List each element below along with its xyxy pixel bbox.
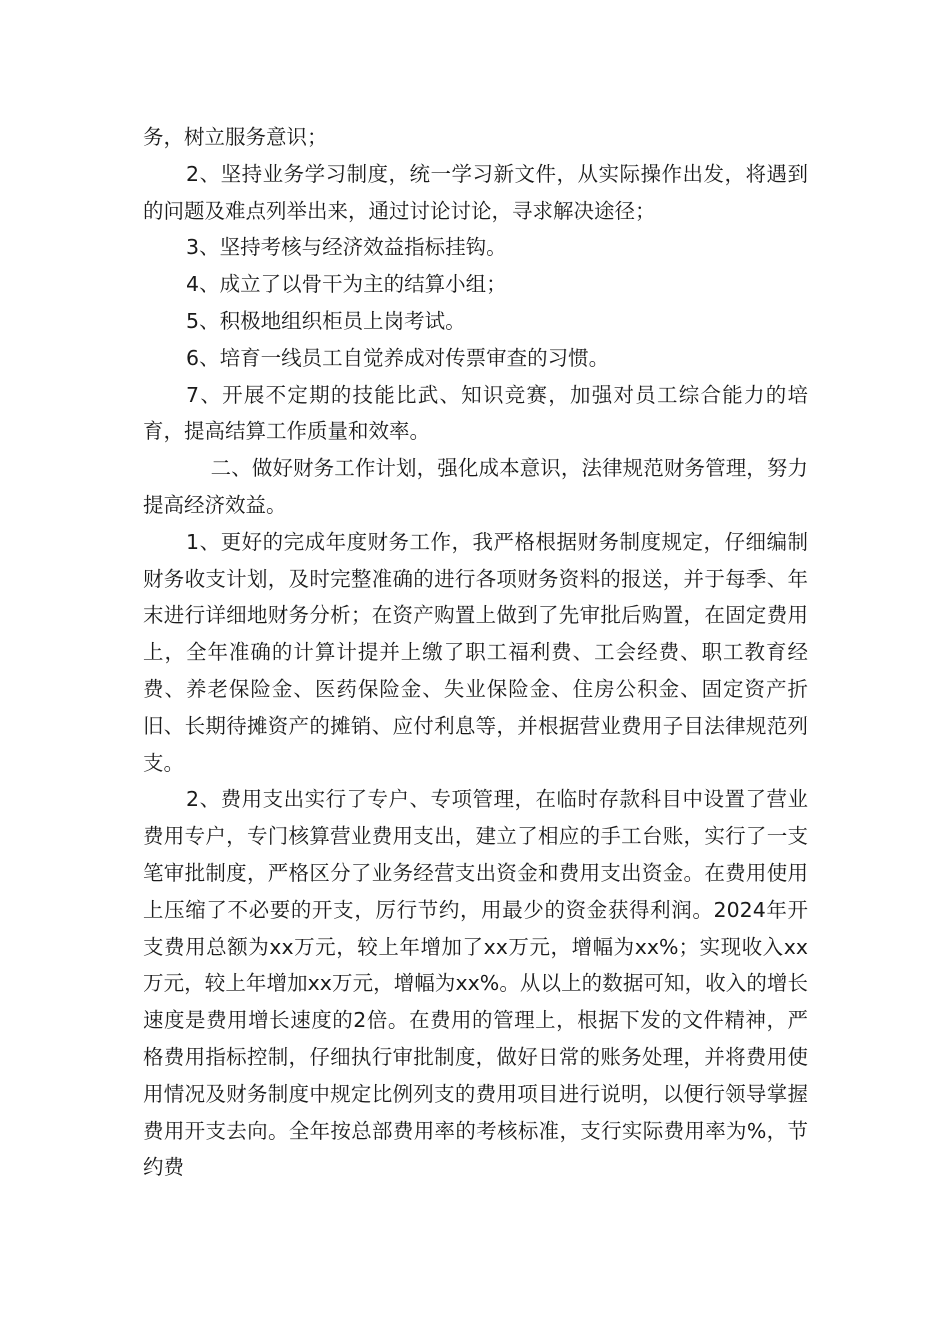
paragraph-finance-item-1: 1、更好的完成年度财务工作，我严格根据财务制度规定，仔细编制财务收支计划，及时完整准确的进行各项财务资料的报送，并于每季、年末进行详细地财务分析；在资产购置上做到了先审批后购置，在固定费用上，全年准确的计算计提并上缴了职工福利费、工会经费、职工教育经费、养老保险金、医药保险金、失业保险金、住房公积金、固定资产折旧、长期待摊资产的摊销、应付利息等，并根据营业费用子目法律规范列支。 [143, 529, 808, 775]
paragraph-item-5-exam: 5、积极地组织柜员上岗考试。 [186, 308, 466, 333]
paragraph-item-6-voucher-review: 6、培育一线员工自觉养成对传票审查的习惯。 [186, 345, 610, 370]
paragraph-item-2-study: 2、坚持业务学习制度，统一学习新文件，从实际操作出发，将遇到的问题及难点列举出来，通过讨论讨论，寻求解决途径； [143, 161, 808, 223]
paragraph-finance-item-2: 2、费用支出实行了专户、专项管理，在临时存款科目中设置了营业费用专户，专门核算营业费用支出，建立了相应的手工台账，实行了一支笔审批制度，严格区分了业务经营支出资金和费用支出资金。在费用使用上压缩了不必要的开支，厉行节约，用最少的资金获得利润。2024年开支费用总额为xx万元，较上年增加了xx万元，增幅为xx%；实现收入xx万元，较上年增加xx万元，增幅为xx%。从以上的数据可知，收入的增长速度是费用增长速度的2倍。在费用的管理上，根据下发的文件精神，严格费用指标控制，仔细执行审批制度，做好日常的账务处理，并将费用使用情况及财务制度中规定比例列支的费用项目进行说明，以便行领导掌握费用开支去向。全年按总部费用率的考核标准，支行实际费用率为%，节约费 [143, 787, 808, 1180]
paragraph-item-7-skills-contest: 7、开展不定期的技能比武、知识竞赛，加强对员工综合能力的培育，提高结算工作质量和效率。 [143, 382, 808, 444]
section-heading-finance: 二、做好财务工作计划，强化成本意识，法律规范财务管理，努力提高经济效益。 [143, 456, 808, 517]
paragraph-item-4-settlement-group: 4、成立了以骨干为主的结算小组； [186, 272, 507, 297]
document-body [143, 119, 808, 1186]
paragraph-continuation: 务，树立服务意识； [143, 125, 328, 149]
paragraph-item-3-assessment: 3、坚持考核与经济效益指标挂钩。 [186, 235, 507, 260]
